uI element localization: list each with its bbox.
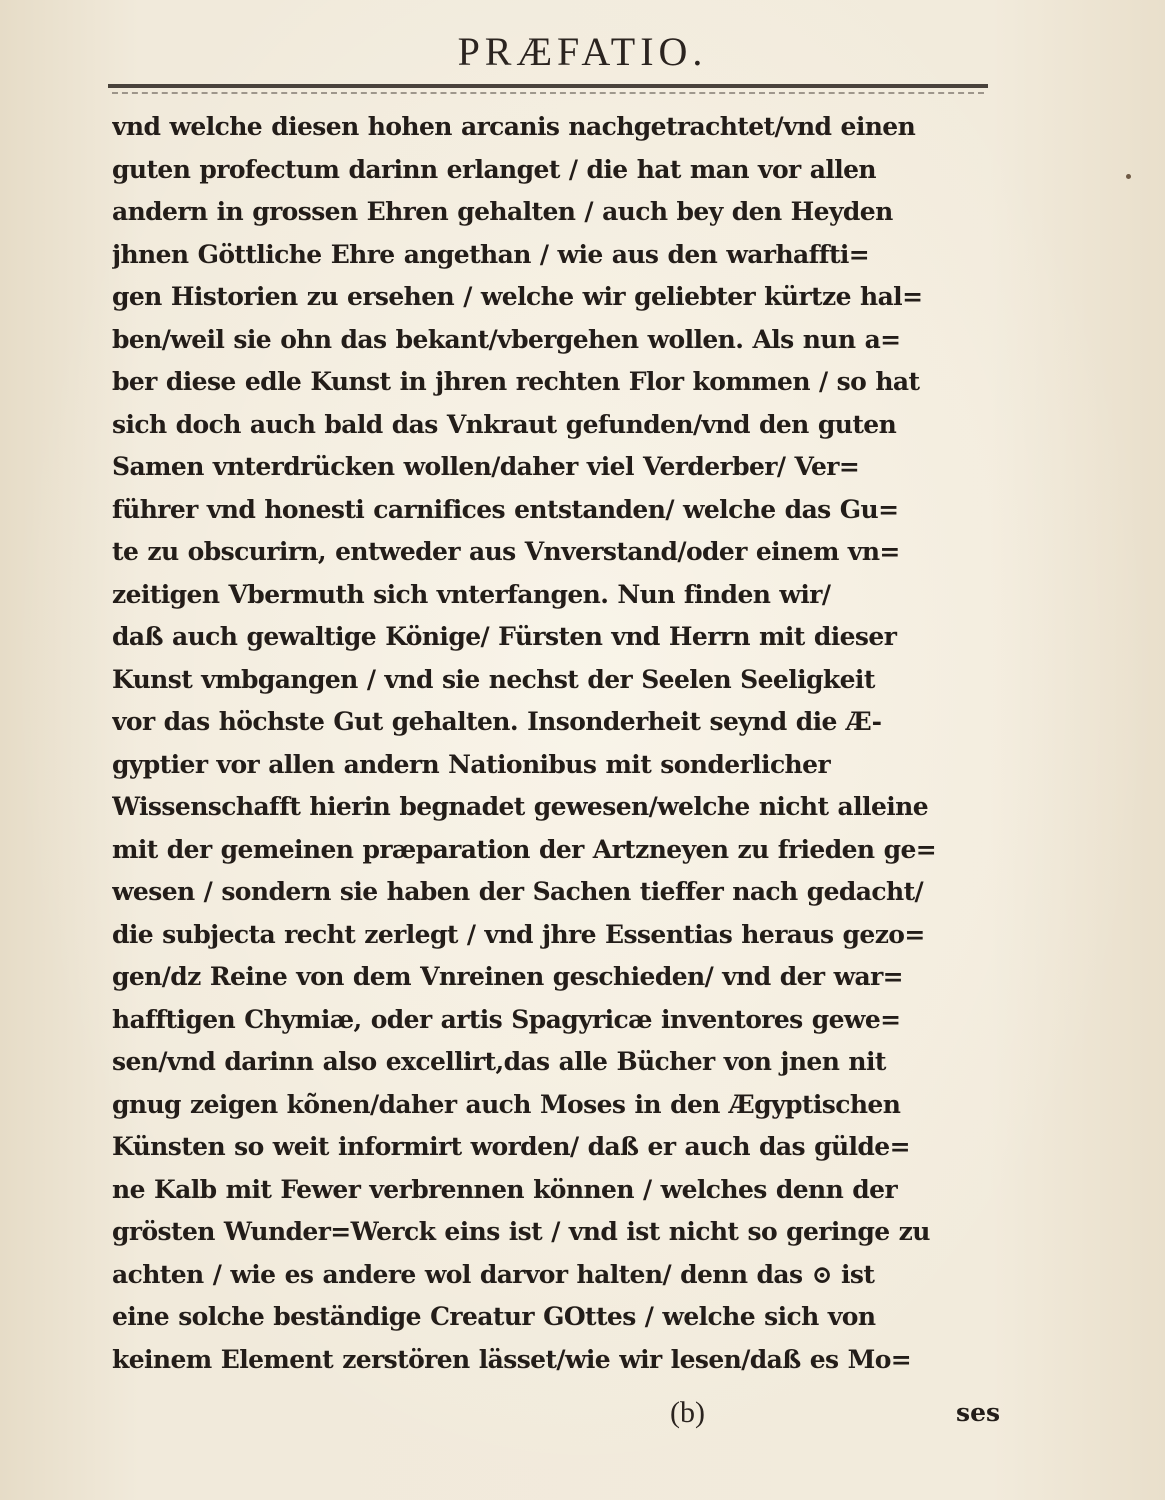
text-line-18: mit der gemeinen præparation der Artzneyen zu frieden ge=: [112, 834, 937, 864]
text-line-27: grösten Wunder=Werck eins ist / vnd ist nicht so geringe zu: [112, 1217, 930, 1246]
text-line-15: vor das höchste Gut gehalten. Insonderheit seynd die Æ-: [112, 707, 882, 736]
signature-mark: (b): [670, 1396, 705, 1429]
text-line-10: führer vnd honesti carnifices entstanden/ welche das Gu=: [112, 494, 899, 524]
header-rule: [108, 84, 988, 88]
text-line-26: ne Kalb mit Fewer verbrennen können / welches denn der: [112, 1174, 898, 1204]
text-line-23: sen/vnd darinn also excellirt,das alle Bücher von jnen nit: [112, 1047, 886, 1076]
text-line-5: gen Historien zu ersehen / welche wir geliebter kürtze hal=: [112, 282, 923, 311]
text-line-30: keinem Element zerstören lässet/wie wir lesen/daß es Mo=: [112, 1344, 912, 1374]
text-line-24: gnug zeigen kõnen/daher auch Moses in den Ægyptischen: [112, 1089, 901, 1119]
text-line-4: jhnen Göttliche Ehre angethan / wie aus den warhaffti=: [112, 239, 870, 269]
running-head: PRÆFATIO.: [457, 29, 708, 74]
catchword: ses: [956, 1398, 1001, 1427]
body-text: [112, 106, 994, 1381]
text-line-19: wesen / sondern sie haben der Sachen tieffer nach gedacht/: [112, 877, 924, 906]
paper-speck: [1126, 174, 1131, 179]
text-line-7: ber diese edle Kunst in jhren rechten Flor kommen / so hat: [112, 367, 920, 396]
header-rule-secondary: [112, 92, 984, 94]
text-line-13: daß auch gewaltige Könige/ Fürsten vnd Herrn mit dieser: [112, 622, 897, 651]
text-line-17: Wissenschafft hierin begnadet gewesen/welche nicht alleine: [112, 792, 929, 821]
text-line-25: Künsten so weit informirt worden/ daß er auch das gülde=: [112, 1132, 910, 1161]
text-line-20: die subjecta recht zerlegt / vnd jhre Essentias heraus gezo=: [112, 919, 925, 949]
text-line-16: gyptier vor allen andern Nationibus mit sonderlicher: [112, 749, 831, 779]
text-line-12: zeitigen Vbermuth sich vnterfangen. Nun finden wir/: [112, 579, 831, 609]
text-line-14: Kunst vmbgangen / vnd sie nechst der Seelen Seeligkeit: [112, 664, 875, 694]
text-line-3: andern in grossen Ehren gehalten / auch bey den Heyden: [112, 197, 893, 226]
text-line-9: Samen vnterdrücken wollen/daher viel Verderber/ Ver=: [112, 452, 860, 481]
text-line-1: vnd welche diesen hohen arcanis nachgetrachtet/vnd einen: [112, 112, 916, 141]
text-line-22: hafftigen Chymiæ, oder artis Spagyricæ inventores gewe=: [112, 1004, 901, 1034]
text-line-8: sich doch auch bald das Vnkraut gefunden/vnd den guten: [112, 409, 897, 439]
text-line-29: eine solche beständige Creatur GOttes / welche sich von: [112, 1302, 876, 1331]
text-line-2: guten profectum darinn erlanget / die hat man vor allen: [112, 154, 877, 184]
text-line-28: achten / wie es andere wol darvor halten/ denn das ⊙ ist: [112, 1259, 875, 1289]
text-line-6: ben/weil sie ohn das bekant/vbergehen wollen. Als nun a=: [112, 324, 901, 354]
text-line-11: te zu obscurirn, entweder aus Vnverstand/oder einem vn=: [112, 537, 900, 566]
text-line-21: gen/dz Reine von dem Vnreinen geschieden/ vnd der war=: [112, 962, 904, 991]
